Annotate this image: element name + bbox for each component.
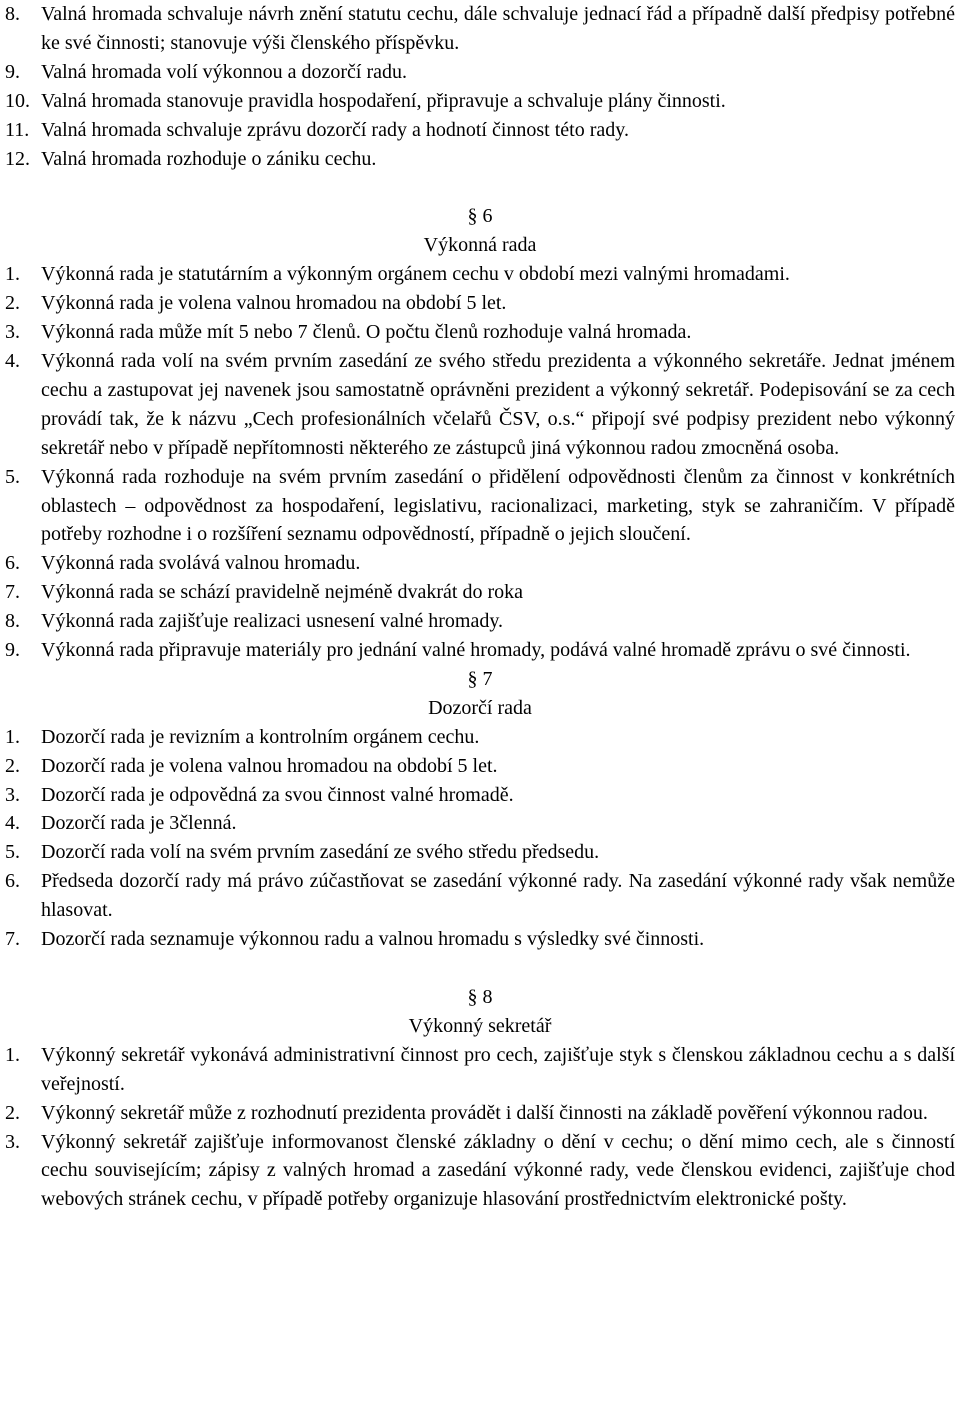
item-text: Dozorčí rada je revizním a kontrolním orgánem cechu.: [41, 725, 480, 748]
item-text: Výkonná rada může mít 5 nebo 7 členů. O počtu členů rozhoduje valná hromada.: [41, 321, 692, 344]
item-number: 1.: [5, 725, 20, 748]
item-number: 1.: [5, 263, 20, 286]
section-title: Výkonný sekretář: [408, 1014, 552, 1037]
list-item: [5, 347, 955, 463]
vykonny-sekretar-list: [5, 1041, 955, 1214]
item-number: 8.: [5, 610, 20, 633]
list-item: [5, 260, 955, 289]
item-number: 2.: [5, 292, 20, 315]
item-number: 9.: [5, 639, 20, 662]
item-text: Valná hromada schvaluje zprávu dozorčí rady a hodnotí činnost této rady.: [41, 118, 629, 141]
item-text: Dozorčí rada je volena valnou hromadou na období 5 let.: [41, 754, 498, 777]
item-number: 1.: [5, 1043, 20, 1066]
item-text: Dozorčí rada seznamuje výkonnou radu a valnou hromadu s výsledky své činnosti.: [41, 928, 705, 951]
section-number: § 7: [467, 667, 493, 690]
item-number: 4.: [5, 349, 20, 372]
vykonna-rada-list: [5, 260, 955, 665]
item-number: 8.: [5, 3, 20, 25]
item-number: 10.: [5, 89, 30, 112]
list-item: [5, 607, 955, 636]
list-item: [5, 145, 955, 174]
list-item: [5, 925, 955, 954]
section-title: Dozorčí rada: [428, 696, 532, 719]
dozorci-rada-list: [5, 723, 955, 954]
item-number: 4.: [5, 812, 20, 835]
item-number: 12.: [5, 147, 30, 170]
item-text: Dozorčí rada je odpovědná za svou činnost valné hromadě.: [41, 783, 514, 806]
valna-hromada-list: [5, 0, 955, 173]
item-number: 3.: [5, 1130, 20, 1153]
item-text: Výkonný sekretář může z rozhodnutí prezidenta provádět i další činnosti na základě pověření výkonnou radou.: [41, 1101, 928, 1124]
list-item: [5, 752, 955, 781]
item-text: Výkonná rada rozhoduje na svém prvním zasedání o přidělení odpovědnosti členům za činnost v konkrétních oblastech – odpovědnost za hospodaření, legislativu, racionalizaci, marketing, styk se zahraničím. V případě potřeby rozhodne i o rozšíření seznamu odpovědností, případně o jejich sloučení.: [41, 465, 955, 546]
item-number: 6.: [5, 870, 20, 893]
item-number: 5.: [5, 465, 20, 488]
spacer: [5, 954, 955, 983]
section-title: Výkonná rada: [423, 234, 537, 257]
list-item: [5, 289, 955, 318]
list-item: [5, 1041, 955, 1099]
item-text: Dozorčí rada je 3členná.: [41, 812, 237, 835]
spacer: [5, 173, 955, 202]
item-text: Valná hromada rozhoduje o zániku cechu.: [41, 147, 377, 170]
list-item: [5, 87, 955, 116]
item-number: 2.: [5, 1101, 20, 1124]
list-item: [5, 1099, 955, 1128]
list-item: [5, 0, 955, 58]
list-item: [5, 781, 955, 810]
item-text: Výkonná rada se schází pravidelně nejméně dvakrát do roka: [41, 581, 524, 604]
item-text: Předseda dozorčí rady má právo zúčastňovat se zasedání výkonné rady. Na zasedání výkonné rady však nemůže hlasovat.: [41, 870, 955, 922]
list-item: [5, 318, 955, 347]
list-item: [5, 578, 955, 607]
item-number: 7.: [5, 581, 20, 604]
list-item: [5, 1128, 955, 1215]
list-item: [5, 636, 955, 665]
item-text: Výkonná rada je volena valnou hromadou na období 5 let.: [41, 292, 507, 315]
item-number: 2.: [5, 754, 20, 777]
item-number: 3.: [5, 321, 20, 344]
item-text: Valná hromada volí výkonnou a dozorčí radu.: [41, 60, 408, 83]
list-item: [5, 723, 955, 752]
item-number: 3.: [5, 783, 20, 806]
list-item: [5, 838, 955, 867]
item-number: 9.: [5, 60, 20, 83]
item-number: 7.: [5, 928, 20, 951]
section-number: § 6: [467, 205, 493, 228]
item-text: Dozorčí rada volí na svém prvním zasedání ze svého středu předsedu.: [41, 841, 600, 864]
list-item: [5, 116, 955, 145]
item-text: Výkonná rada svolává valnou hromadu.: [41, 552, 361, 575]
item-text: Výkonná rada zajišťuje realizaci usnesení valné hromady.: [41, 610, 504, 633]
list-item: [5, 58, 955, 87]
item-text: Výkonná rada připravuje materiály pro jednání valné hromady, podává valné hromadě zprávu o své činnosti.: [41, 639, 911, 662]
list-item: [5, 549, 955, 578]
list-item: [5, 463, 955, 550]
item-text: Výkonný sekretář vykonává administrativní činnost pro cech, zajišťuje styk s členskou základnou cechu a s další veřejností.: [41, 1043, 955, 1095]
item-text: Valná hromada schvaluje návrh znění statutu cechu, dále schvaluje jednací řád a případně další předpisy potřebné ke své činnosti; stanovuje výši členského příspěvku.: [41, 3, 955, 54]
item-text: Výkonný sekretář zajišťuje informovanost členské základny o dění v cechu; o dění mimo cech, ale s činností cechu souvisejícím; zápisy z valných hromad a zasedání výkonné rady, vede členskou evidenci, zajišťuje chod webových stránek cechu, v případě potřeby organizuje hlasování prostřednictvím elektronické pošty.: [41, 1130, 955, 1211]
item-text: Výkonná rada je statutárním a výkonným orgánem cechu v období mezi valnými hromadami.: [41, 263, 790, 286]
item-number: 6.: [5, 552, 20, 575]
item-text: Valná hromada stanovuje pravidla hospodaření, připravuje a schvaluje plány činnosti.: [41, 89, 726, 112]
section-number: § 8: [467, 986, 493, 1008]
item-number: 5.: [5, 841, 20, 864]
list-item: [5, 867, 955, 925]
item-text: Výkonná rada volí na svém prvním zasedání ze svého středu prezidenta a výkonného sekretáře. Jednat jménem cechu a zastupovat jej navenek jsou samostatně oprávněni prezident a výkonný sekretář. Podepisování se za cech provádí tak, že k názvu „Cech profesionálních včelařů ČSV, o.s.“ připojí své podpisy prezident nebo výkonný sekretář nebo v případě nepřítomnosti některého ze zástupců jiná výkonnou radou zmocněná osoba.: [41, 349, 955, 459]
list-item: [5, 809, 955, 838]
item-number: 11.: [5, 118, 30, 141]
